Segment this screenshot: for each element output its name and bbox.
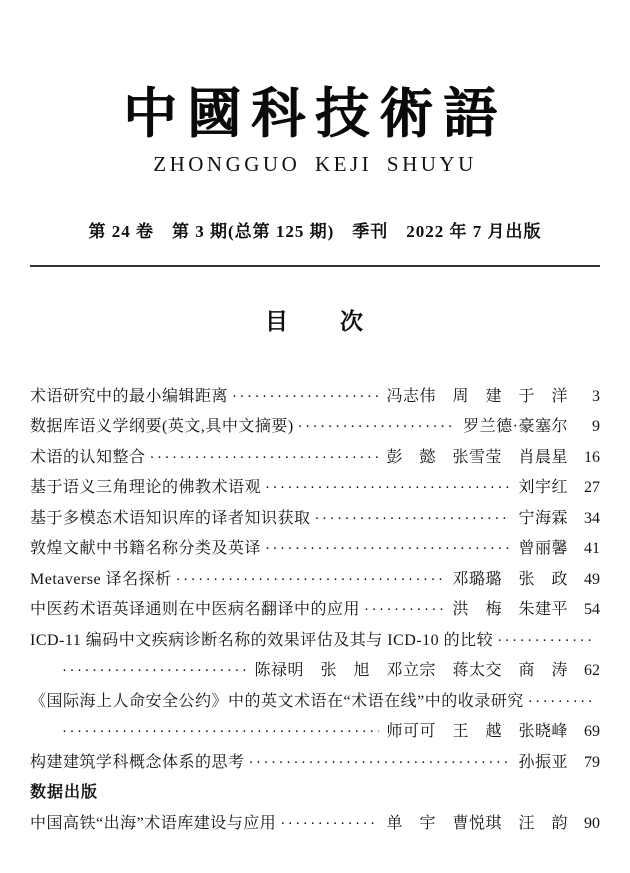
- toc-entry-title: 敦煌文献中书籍名称分类及英译: [30, 540, 262, 557]
- toc-entry-authors: 罗兰德·豪塞尔: [463, 418, 568, 435]
- toc-entry-title: 数据库语义学纲要(英文,具中文摘要): [30, 418, 294, 435]
- toc-row: [30, 809, 600, 840]
- toc-row: [30, 748, 600, 779]
- toc-entry-page: 9: [592, 418, 600, 435]
- toc-entry-page: 34: [584, 509, 600, 527]
- issue-info: 第 24 卷 第 3 期(总第 125 期) 季刊 2022 年 7 月出版: [88, 221, 542, 241]
- toc-entry-authors: 单 宇 曹悦琪 汪 韵: [386, 814, 568, 832]
- toc-row: [30, 626, 600, 657]
- toc-entry-authors: 师可可 王 越 张晓峰: [386, 723, 568, 740]
- toc-row: [30, 473, 600, 504]
- dot-leader: [497, 626, 593, 657]
- toc-entry-title: ICD-11 编码中文疾病诊断名称的效果评估及其与 ICD-10 的比较: [30, 631, 494, 649]
- toc-row: [30, 504, 600, 535]
- dot-leader: [62, 656, 247, 687]
- journal-title: 中國科技術語: [123, 81, 507, 145]
- dot-leader: [528, 687, 593, 718]
- dot-leader: [364, 595, 445, 626]
- toc-entry-title: 构建建筑学科概念体系的思考: [30, 753, 245, 771]
- toc-entry-title: 中医药术语英译通则在中医病名翻译中的应用: [30, 601, 361, 618]
- toc-entry-title: 《国际海上人命安全公约》中的英文术语在“术语在线”中的收录研究: [30, 692, 524, 710]
- journal-title-pinyin: ZHONGGUO KEJI SHUYU: [153, 151, 477, 176]
- toc-row: [30, 443, 600, 474]
- toc-entry-title: 基于多模态术语知识库的译者知识获取: [30, 509, 311, 527]
- dot-leader: [298, 412, 456, 443]
- toc-entry-authors: 彭 懿 张雪莹 肖晨星: [386, 448, 568, 466]
- toc-row: [30, 565, 600, 596]
- toc-row: [30, 687, 600, 718]
- toc-entry-authors: 洪 梅 朱建平: [452, 601, 568, 618]
- toc-entry-title: 基于语义三角理论的佛教术语观: [30, 479, 262, 496]
- toc-entry-authors: 冯志伟 周 建 于 洋: [386, 387, 568, 405]
- dot-leader: [176, 565, 446, 596]
- toc-row: [30, 595, 600, 626]
- toc-entry-page: 69: [584, 723, 600, 740]
- toc-row-continuation: [30, 656, 600, 687]
- toc-heading: 目 次: [265, 308, 365, 334]
- toc-list: [30, 382, 600, 840]
- toc-entry-authors: 曾丽馨: [518, 540, 568, 557]
- dot-leader: [265, 473, 511, 504]
- toc-row: [30, 534, 600, 565]
- toc-entry-page: 62: [584, 662, 600, 679]
- toc-entry-authors: 宁海霖: [518, 509, 568, 527]
- toc-entry-title: 中国高铁“出海”术语库建设与应用: [30, 814, 277, 832]
- toc-entry-page: 3: [592, 387, 600, 405]
- toc-entry-page: 79: [584, 753, 600, 771]
- toc-entry-page: 54: [584, 601, 600, 618]
- toc-entry-page: 90: [584, 814, 600, 832]
- dot-leader: [315, 504, 512, 535]
- toc-entry-authors: 邓璐璐 张 政: [452, 570, 568, 588]
- toc-entry-authors: 陈禄明 张 旭 邓立宗 蒋太交 商 涛: [254, 662, 568, 679]
- toc-entry-page: 27: [584, 479, 600, 496]
- dot-leader: [280, 809, 379, 840]
- toc-entry-title: 术语研究中的最小编辑距离: [30, 387, 229, 405]
- toc-entry-page: 49: [584, 570, 600, 588]
- toc-row: [30, 412, 600, 443]
- toc-entry-title: Metaverse 译名探析: [30, 570, 172, 588]
- toc-entry-authors: 孙振亚: [518, 753, 568, 771]
- toc-entry-authors: 刘宇红: [518, 479, 568, 496]
- dot-leader: [249, 748, 512, 779]
- toc-row-continuation: [30, 717, 600, 748]
- toc-entry-page: 41: [584, 540, 600, 557]
- dot-leader: [265, 534, 511, 565]
- toc-entry-title: 术语的认知整合: [30, 448, 146, 466]
- toc-entry-page: 16: [584, 448, 600, 466]
- header-divider: [30, 265, 600, 267]
- dot-leader: [232, 382, 379, 413]
- masthead: [30, 0, 600, 242]
- dot-leader: [150, 443, 380, 474]
- toc-row: [30, 382, 600, 413]
- dot-leader: [62, 717, 379, 748]
- toc-section-header: 数据出版: [30, 784, 99, 801]
